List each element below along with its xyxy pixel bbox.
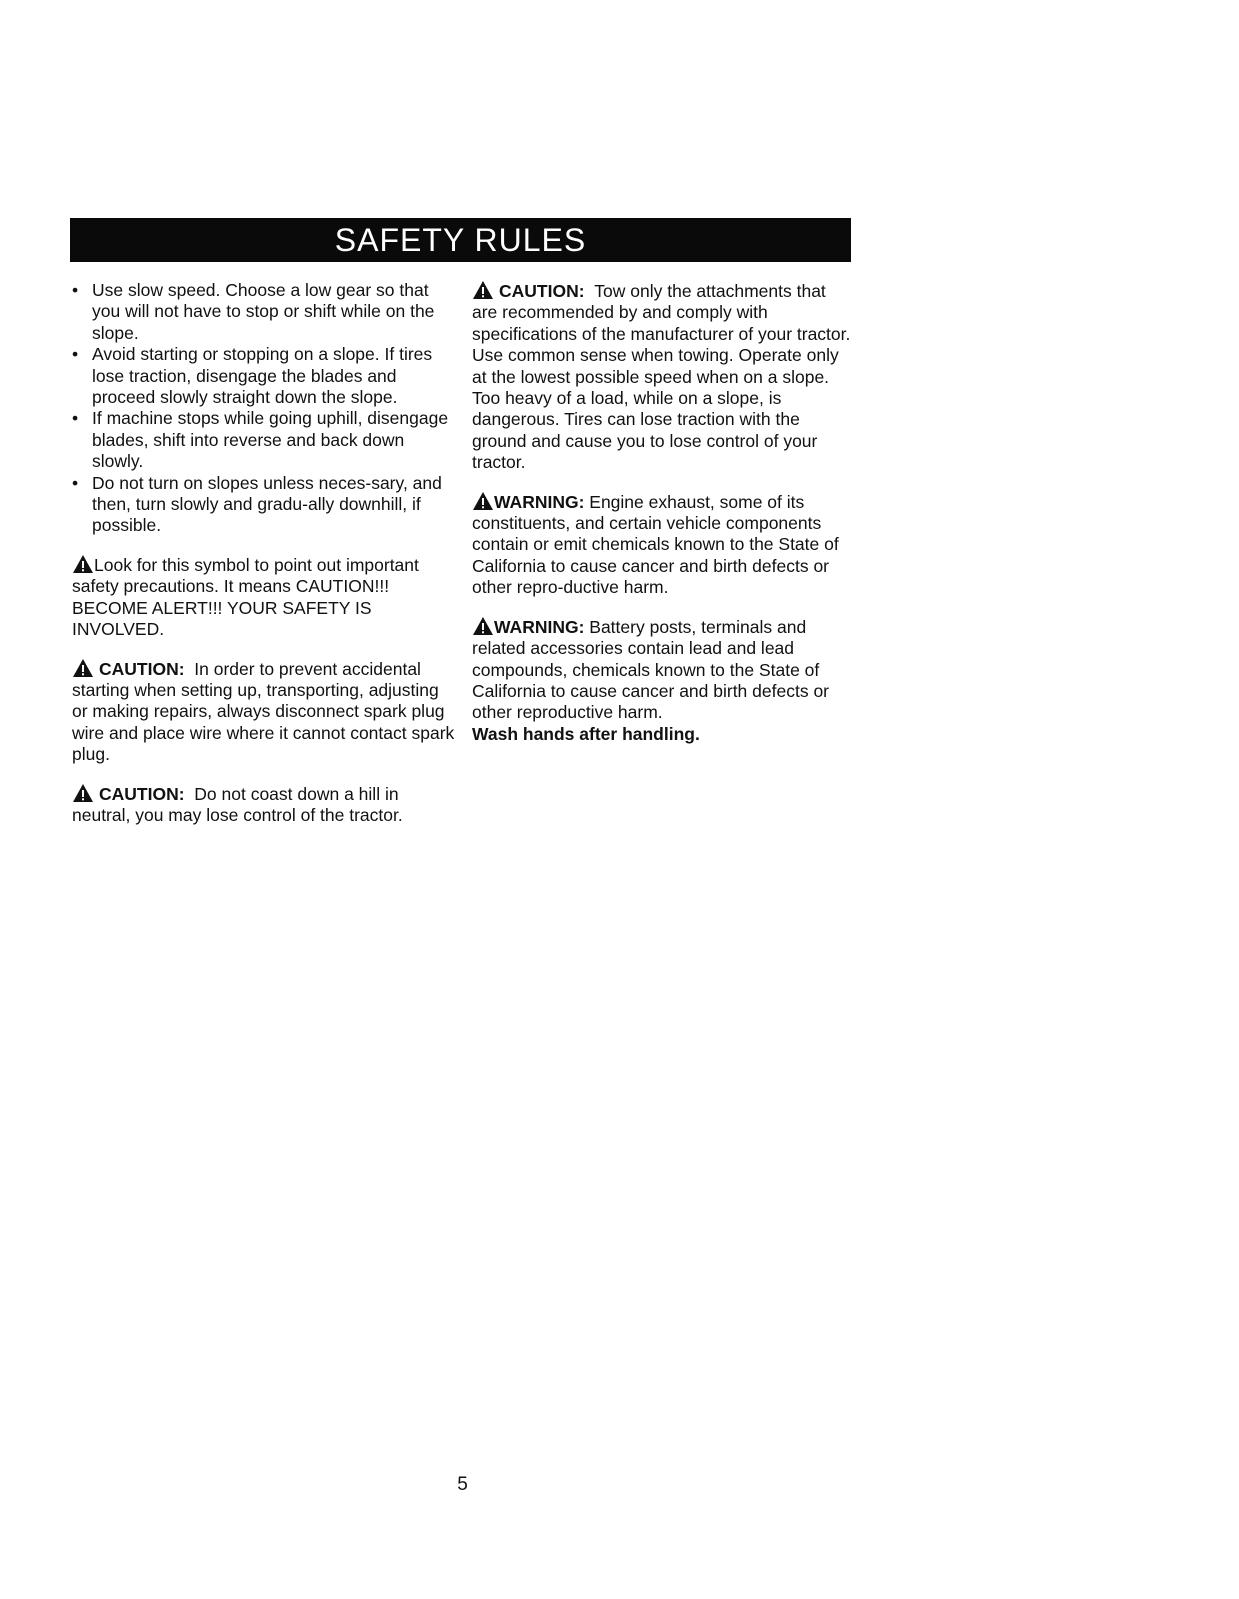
list-item: • Avoid starting or stopping on a slope. If tires lose traction, disengage the blades and proceed slowly straight down the slope. [72, 344, 456, 408]
caution-label: CAUTION: [499, 281, 585, 301]
symbol-note [72, 554, 456, 641]
warning-triangle-icon [472, 616, 494, 636]
left-column [72, 280, 456, 826]
wash-hands-notice: Wash hands after handling. [472, 723, 700, 744]
caution-text: In order to prevent accidental starting when setting up, transporting, adjusting or making repairs, always disconnect spark plug wire and place wire where it cannot contact spark plug. [72, 658, 455, 765]
caution-block [472, 280, 852, 474]
list-item: • Do not turn on slopes unless neces-sary, and then, turn slowly and gradu-ally downhill, if possible. [72, 473, 456, 537]
warning-text: Battery posts, terminals and related accessories contain lead and lead compounds, chemicals known to the State of California to cause cancer and birth defects or other reproductive harm. [472, 616, 829, 723]
warning-text: Engine exhaust, some of its constituents, and certain vehicle components contain or emit chemicals known to the State of California to cause cancer and birth defects or other repro-ductive harm. [472, 491, 839, 598]
warning-triangle-icon [72, 783, 94, 803]
warning-triangle-icon [472, 491, 494, 511]
right-column [472, 280, 852, 745]
list-item: • Use slow speed. Choose a low gear so that you will not have to stop or shift while on the slope. [72, 280, 456, 344]
section-header-bar [70, 218, 851, 262]
warning-triangle-icon [72, 554, 94, 574]
warning-label: WARNING: [494, 491, 585, 512]
caution-text: Tow only the attachments that are recommended by and comply with specifications of the manufacturer of your tractor. Use common sense when towing. Operate only at the lowest possible speed when on a slope. Too heavy of a load, while on a slope, is dangerous. Tires can lose traction with the ground and cause you to lose control of your tractor. [472, 281, 851, 473]
caution-label: CAUTION: [99, 783, 185, 804]
warning-block [472, 491, 852, 599]
caution-block [72, 658, 456, 766]
warning-triangle-icon [472, 280, 494, 300]
symbol-note-text: Look for this symbol to point out important safety precautions. It means CAUTION!!! BECOME ALERT!!! YOUR SAFETY IS INVOLVED. [72, 554, 419, 640]
caution-label: CAUTION: [99, 658, 185, 679]
slope-rules-list [72, 280, 456, 537]
section-title: SAFETY RULES [334, 221, 587, 258]
warning-triangle-icon [72, 658, 94, 678]
caution-text: Do not coast down a hill in neutral, you may lose control of the tractor. [72, 783, 403, 825]
page-number: 5 [457, 1474, 468, 1495]
list-item: • If machine stops while going uphill, disengage blades, shift into reverse and back down slowly. [72, 408, 456, 472]
warning-label: WARNING: [494, 616, 585, 637]
caution-block [72, 783, 456, 827]
warning-block [472, 616, 852, 745]
